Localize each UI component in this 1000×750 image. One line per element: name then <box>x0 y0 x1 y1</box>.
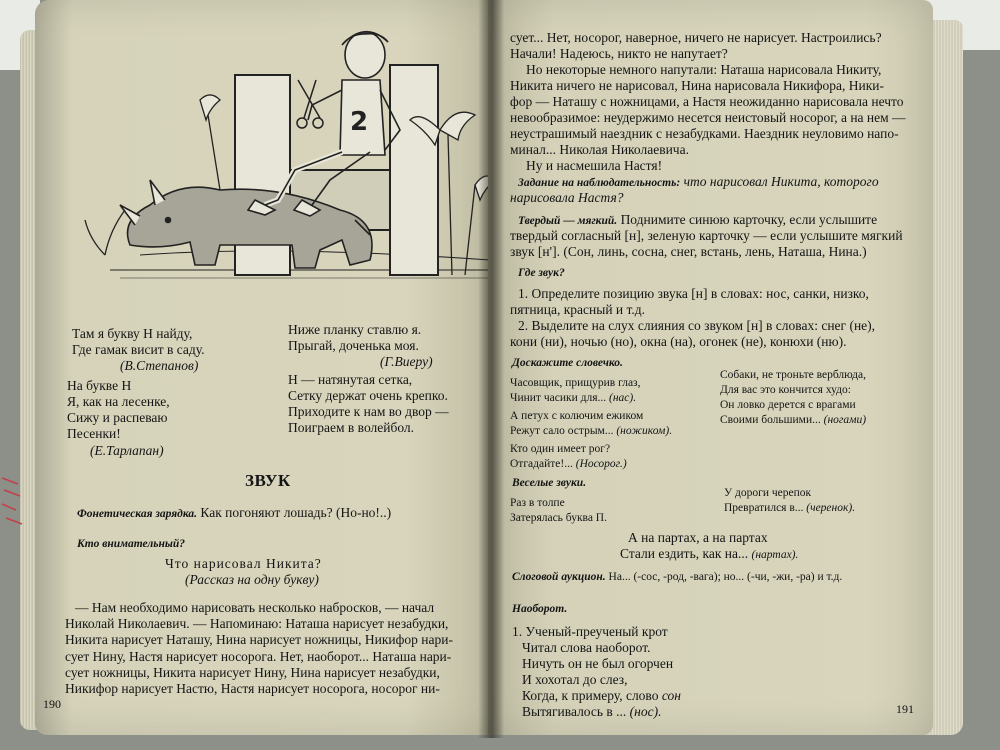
reverse-answer: (нос). <box>629 704 662 719</box>
auction-text: На... (-сос, -род, -вага); но... (-чи, -жи, -ра) и т.д. <box>608 571 843 583</box>
red-pen-marks <box>0 470 24 530</box>
fun-center-answer: (нартах). <box>751 549 799 561</box>
scissors-drawing <box>297 80 323 128</box>
fun-right-1: У дороги черепок <box>724 487 812 499</box>
word-right-4-text: Своими большими... <box>720 414 821 426</box>
poem-3-line-3: Сижу и распеваю <box>67 410 168 425</box>
word-label: Доскажите словечко. <box>512 357 623 369</box>
hard-soft-line-1 <box>518 212 877 229</box>
right-page <box>488 0 933 735</box>
word-right-3: Он ловко дерется с врагами <box>720 399 856 411</box>
poem-3-author: (Е.Тарлапан) <box>90 443 164 458</box>
auction-label: Слоговой аукцион. <box>512 571 606 583</box>
poem-4-line-3: Приходите к нам во двор — <box>288 404 449 419</box>
poem-2-author: (Г.Виеру) <box>380 354 433 369</box>
left-page <box>35 0 498 735</box>
word-answer-3: (Носорог.) <box>575 458 627 470</box>
reverse-line-6 <box>522 704 661 719</box>
word-left-5: Кто один имеет рог? <box>510 443 611 455</box>
left-page-number: 190 <box>43 697 61 711</box>
poem-1-author: (В.Степанов) <box>120 358 199 373</box>
word-left-6 <box>510 457 627 472</box>
observation-task <box>518 174 879 191</box>
story-cont-line-3: Но некоторые немного напутали: Наташа нарисовала Никиту, <box>526 62 882 77</box>
word-left-3: А петух с колючим ежиком <box>510 410 644 422</box>
story-cont-line-8: минал... Николая Николаевича. <box>510 142 689 157</box>
exercise-1 <box>77 505 391 522</box>
reverse-line-5 <box>522 688 681 703</box>
poem-4-line-4: Поиграем в волейбол. <box>288 420 415 435</box>
story-line-6: Никифор нарисует Настю, Настя нарисует носорога, носорог ни- <box>65 681 440 696</box>
observation-text-1: что нарисовал Никита, которого <box>683 174 879 189</box>
word-answer-2: (ножиком). <box>616 425 673 437</box>
story-cont-line-2: Начали! Надеюсь, никто не напутает? <box>510 46 728 61</box>
book-gutter <box>478 0 504 738</box>
hard-soft-line-3: звук [н']. (Сон, линь, сосна, снег, встань, лень, Наташа, Нина.) <box>510 244 867 259</box>
poem-3-line-2: Я, как на лесенке, <box>67 394 170 409</box>
reverse-label: Наоборот. <box>512 603 568 615</box>
fun-left-2: Затерялась буква П. <box>510 512 607 524</box>
poem-3-line-1: На букве Н <box>67 378 132 393</box>
story-line-3: Никита нарисует Наташу, Нина нарисует ножницы, Никифор нари- <box>65 632 453 647</box>
hard-soft-line-2: твердый согласный [н], зеленую карточку — если услышите мягкий <box>510 228 903 243</box>
poem-3-line-4: Песенки! <box>67 426 121 441</box>
story-line-4: сует Нину, Настя нарисует носорога. Нет, наоборот... Наташа нари- <box>65 649 452 664</box>
story-subtitle: (Рассказ на одну букву) <box>185 572 319 587</box>
story-line-1: — Нам необходимо нарисовать несколько набросков, — начал <box>75 600 435 615</box>
word-answer-1: (нас). <box>608 392 637 404</box>
exercise-1-text: Как погоняют лошадь? (Но-но!..) <box>200 505 392 520</box>
exercise-1-label: Фонетическая зарядка. <box>77 508 198 520</box>
exercise-2-label: Кто внимательный? <box>77 538 186 550</box>
word-left-4-text: Режут сало острым... <box>510 425 614 437</box>
reverse-line-6-text: Вытягивалось в ... <box>522 704 627 719</box>
reverse-line-2: Читал слова наоборот. <box>522 640 651 655</box>
poem-2-line-2: Прыгай, доченька моя. <box>288 338 419 353</box>
observation-text-2: нарисовала Настя? <box>510 190 624 205</box>
story-cont-line-9: Ну и насмешила Настя! <box>526 158 663 173</box>
hard-soft-text-1: Поднимите синюю карточку, если услышите <box>620 212 878 227</box>
story-cont-line-1: сует... Нет, носорог, наверное, ничего не нарисует. Настроились? <box>510 30 882 45</box>
letter-h-illustration <box>80 20 500 285</box>
auction <box>512 570 842 585</box>
fun-right-2-text: Превратился в... <box>724 502 804 514</box>
story-cont-line-7: неустрашимый наездник с незабудками. Наездник неуловимо напо- <box>510 126 899 141</box>
word-left-2 <box>510 391 636 406</box>
where-line-3: 2. Выделите на слух слияния со звуком [н] в словах: снег (не), <box>518 318 876 333</box>
reverse-word: сон <box>661 688 681 703</box>
word-right-1: Собаки, не троньте верблюда, <box>720 369 866 381</box>
fun-center-2 <box>620 546 798 563</box>
poem-1-line-1: Там я букву Н найду, <box>72 326 193 341</box>
fun-left-1: Раз в толпе <box>510 497 565 509</box>
reverse-line-3: Ничуть он не был огорчен <box>522 656 674 671</box>
story-cont-line-5: фор — Наташу с ножницами, а Настя неожиданно нарисовала нечто <box>510 94 904 109</box>
where-line-2: пятница, красный и т.д. <box>510 302 646 317</box>
fun-right-2 <box>724 501 855 516</box>
where-label: Где звук? <box>518 267 565 279</box>
fun-label: Веселые звуки. <box>512 477 587 489</box>
observation-label: Задание на наблюдательность: <box>518 177 681 189</box>
poem-2-line-1: Ниже планку ставлю я. <box>288 322 422 337</box>
poem-4-line-1: Н — натянутая сетка, <box>288 372 413 387</box>
where-line-4: кони (ни), ночью (но), окна (на), огонек (не), конюхи (ню). <box>510 334 847 349</box>
poem-1-line-2: Где гамак висит в саду. <box>72 342 205 357</box>
right-page-number: 191 <box>896 702 914 716</box>
fun-center-2-text: Стали ездить, как на... <box>620 546 749 561</box>
story-line-5: сует ножницы, Никита нарисует Нину, Нина нарисует незабудки, <box>65 665 440 680</box>
word-left-4 <box>510 424 672 439</box>
word-left-1: Часовщик, прищурив глаз, <box>510 377 641 389</box>
story-line-2: Николай Николаевич. — Напоминаю: Наташа нарисует незабудки, <box>65 616 449 631</box>
story-cont-line-4: Никита ничего не нарисовал, Нина нарисовала Никифора, Ники- <box>510 78 884 93</box>
svg-text:2: 2 <box>350 107 369 137</box>
hard-soft-label: Твердый — мягкий. <box>518 215 618 227</box>
word-answer-4: (ногами) <box>823 414 867 426</box>
story-cont-line-6: невообразимое: неудержимо несется неистовый носорог, а на нем — <box>510 110 906 125</box>
section-title: ЗВУК <box>245 471 291 490</box>
fun-right-answer: (черенок). <box>806 502 856 514</box>
word-right-4 <box>720 413 866 428</box>
poem-4-line-2: Сетку держат очень крепко. <box>288 388 448 403</box>
story-title: Что нарисовал Никита? <box>165 556 322 571</box>
reverse-line-5-text: Когда, к примеру, слово <box>522 688 659 703</box>
fun-center-1: А на партах, а на партах <box>628 530 768 545</box>
reverse-line-1: 1. Ученый-преученый крот <box>512 624 668 639</box>
where-line-1: 1. Определите позицию звука [н] в словах: нос, санки, низко, <box>518 286 869 301</box>
word-left-2-text: Чинит часики для... <box>510 392 607 404</box>
word-left-6-text: Отгадайте!... <box>510 458 573 470</box>
reverse-line-4: И хохотал до слез, <box>522 672 628 687</box>
word-right-2: Для вас это кончится худо: <box>720 384 851 396</box>
